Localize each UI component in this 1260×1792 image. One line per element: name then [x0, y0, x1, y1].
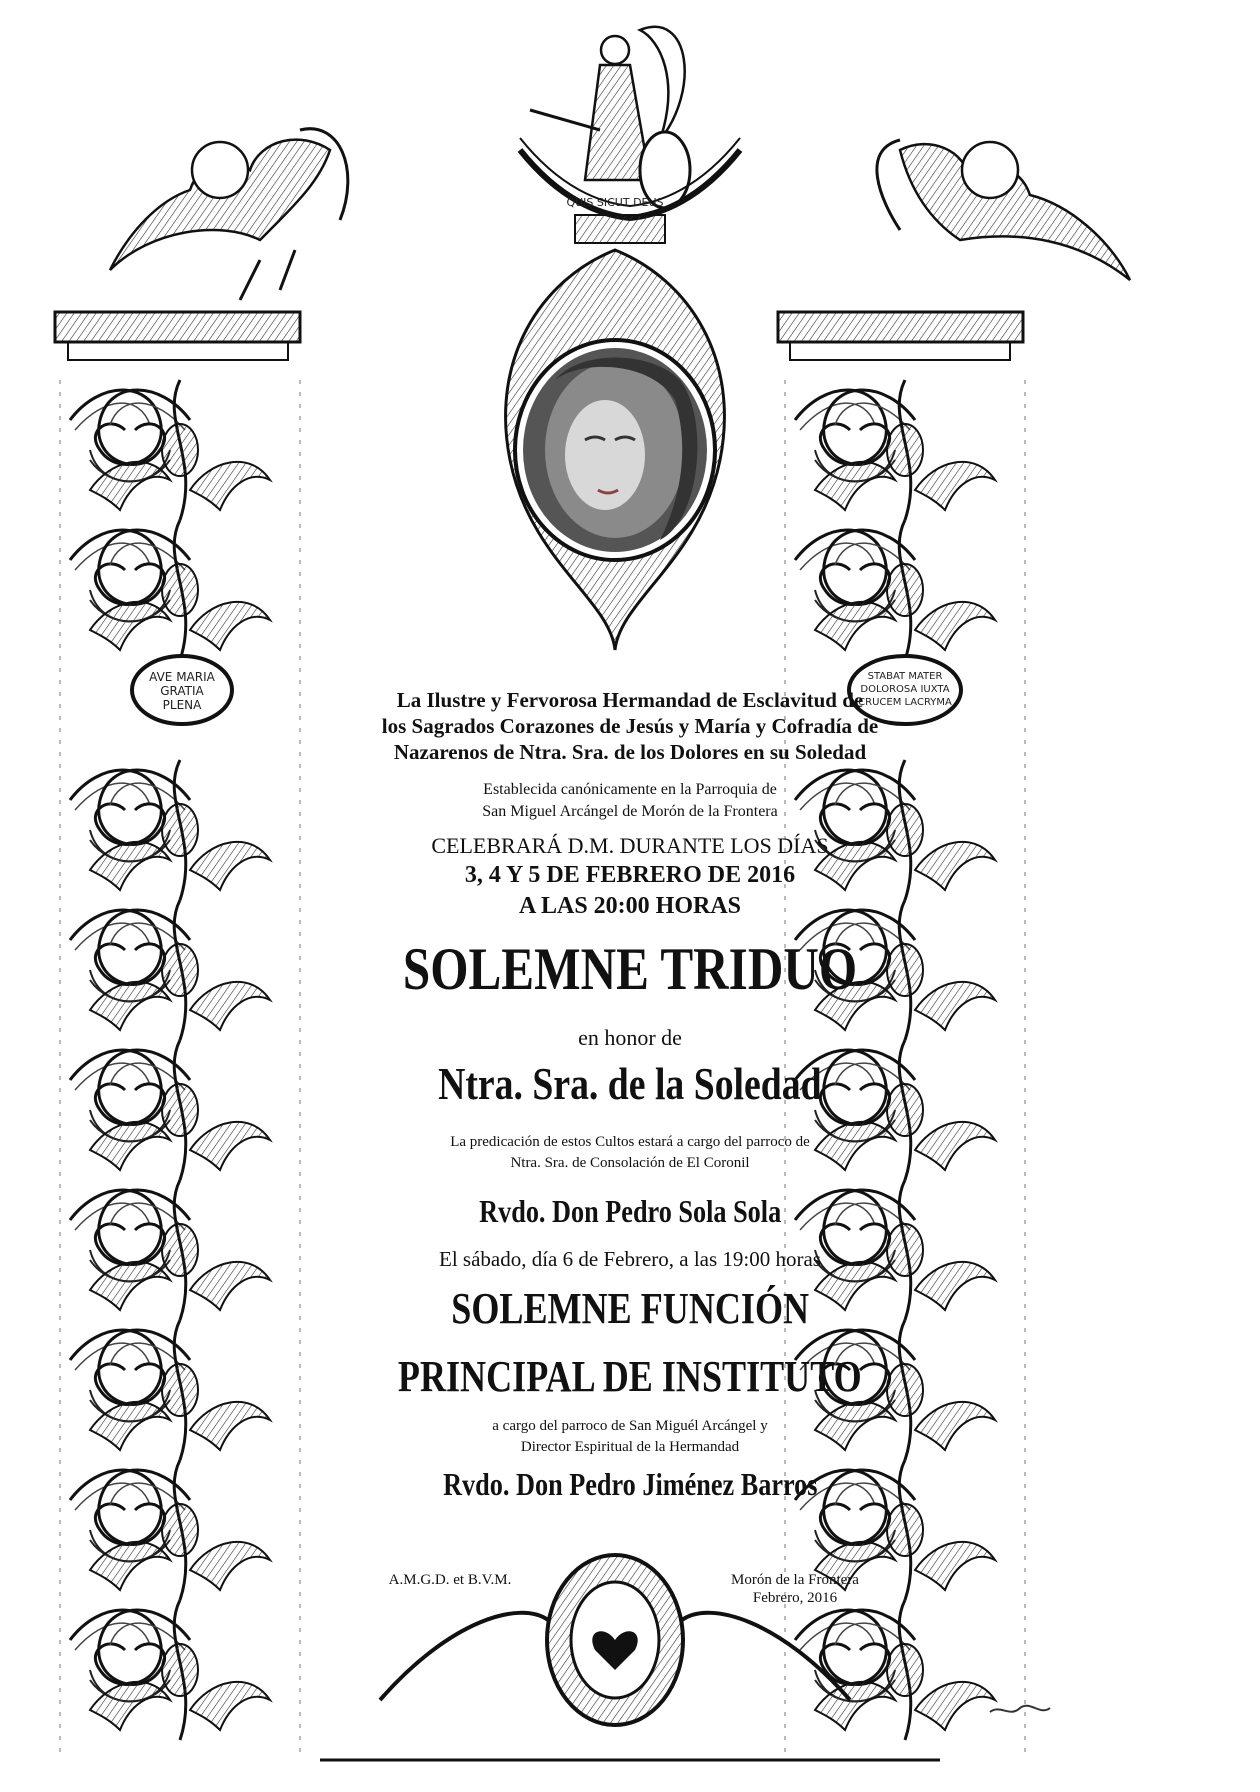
- triduo-title-text: SOLEMNE TRIDUO: [402, 936, 858, 1002]
- funcion-title-2: [320, 1351, 940, 1402]
- funcion-line-1: a cargo del parroco de San Miguél Arcángel y: [492, 1418, 768, 1434]
- virgin-name: [320, 1057, 940, 1110]
- preaching-line-1: La predicación de estos Cultos estará a cargo del parroco de: [450, 1134, 810, 1150]
- established-line-1: Establecida canónicamente en la Parroquia de: [483, 781, 777, 798]
- funcion-preacher: [320, 1466, 940, 1503]
- preaching-line-2: Ntra. Sra. de Consolación de El Coronil: [510, 1155, 750, 1171]
- archangel-figure: [520, 27, 740, 243]
- virgin-portrait: [523, 348, 707, 552]
- established-line-2: San Miguel Arcángel de Morón de la Frontera: [482, 803, 778, 820]
- funcion-title-1: [320, 1283, 940, 1334]
- celebration-time: A LAS 20:00 HORAS: [518, 893, 742, 919]
- left-column: [55, 312, 300, 1760]
- triduo-preacher-text: Rvdo. Don Pedro Sola Sola: [478, 1193, 782, 1229]
- left-cherub: [110, 129, 348, 300]
- funcion-preacher-text: Rvdo. Don Pedro Jiménez Barros: [442, 1466, 818, 1502]
- cartouche-text-gratia: GRATIA: [160, 684, 204, 698]
- saturday-line: El sábado, día 6 de Febrero, a las 19:00 horas: [439, 1247, 821, 1271]
- celebration-dates: 3, 4 Y 5 DE FEBRERO DE 2016: [464, 862, 796, 888]
- brotherhood-line-3: Nazarenos de Ntra. Sra. de los Dolores en su Soledad: [393, 740, 867, 764]
- banner-inscription: QUIS SICUT DEUS: [566, 196, 664, 209]
- right-cherub: [877, 140, 1130, 280]
- cartouche-text-stabat: STABAT MATER: [867, 671, 943, 682]
- cartouche-text-dolorosa: DOLOROSA IUXTA: [860, 684, 950, 695]
- footer-right-place: Morón de la Frontera: [731, 1572, 859, 1588]
- left-cartouche-inscription: [140, 670, 224, 712]
- brotherhood-line-1: La Ilustre y Fervorosa Hermandad de Esclavitud de: [396, 688, 864, 712]
- virgin-name-text: Ntra. Sra. de la Soledad: [438, 1058, 822, 1109]
- celebration-line: CELEBRARÁ D.M. DURANTE LOS DÍAS: [431, 833, 829, 858]
- triduo-honor: en honor de: [578, 1025, 682, 1050]
- cartouche-text-plena: PLENA: [162, 698, 202, 712]
- brotherhood-line-2: los Sagrados Corazones de Jesús y María y Cofradía de: [381, 714, 879, 738]
- funcion-title-1-text: SOLEMNE FUNCIÓN: [451, 1284, 809, 1333]
- artist-signature: [990, 1706, 1050, 1712]
- footer-left: A.M.G.D. et B.V.M.: [388, 1572, 512, 1588]
- triduo-title: [320, 935, 940, 1004]
- footer-right-date: Febrero, 2016: [752, 1590, 838, 1606]
- cartouche-text-ave: AVE MARIA: [149, 670, 215, 684]
- footer-right: [720, 1571, 870, 1607]
- triduo-preacher: [320, 1193, 940, 1230]
- funcion-line-2: Director Espiritual de la Hermandad: [520, 1439, 740, 1455]
- funcion-title-2-text: PRINCIPAL DE INSTITUTO: [398, 1352, 862, 1401]
- cartouche-text-crucem: CRUCEM LACRYMA: [858, 697, 952, 708]
